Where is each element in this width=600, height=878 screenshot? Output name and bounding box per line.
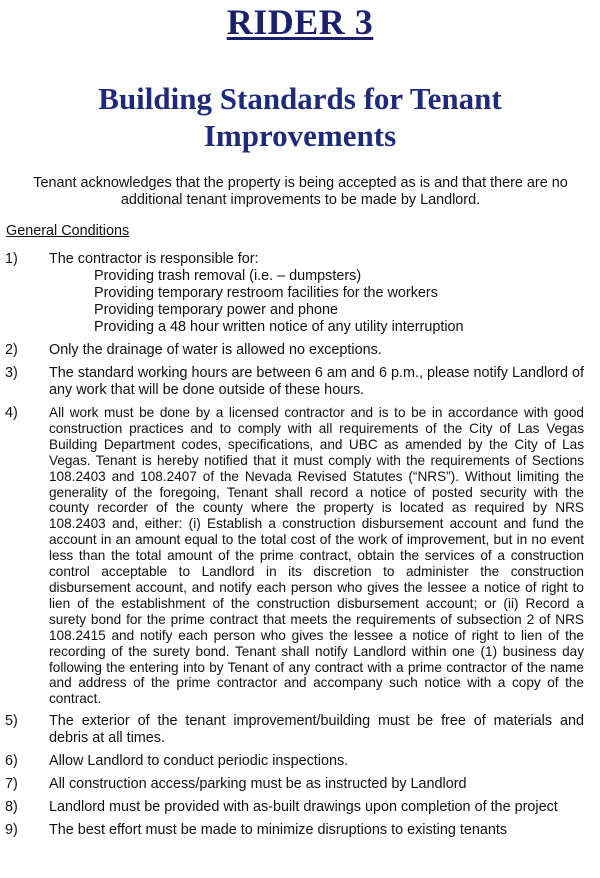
- item-number: 4): [5, 405, 18, 421]
- condition-item-4: [0, 405, 600, 707]
- condition-item-2: [0, 342, 600, 359]
- intro-paragraph: Tenant acknowledges that the property is being accepted as is and that there are no additional tenant improvements to be made by Landlord.: [33, 175, 568, 208]
- subitem: Providing temporary power and phone: [94, 302, 338, 318]
- item-number: 6): [5, 753, 18, 770]
- subitem: Providing trash removal (i.e. – dumpsters): [94, 268, 362, 284]
- document-title: Building Standards for Tenant Improvements: [98, 81, 502, 153]
- item-number: 2): [5, 342, 18, 358]
- condition-item-6: [0, 753, 600, 770]
- condition-item-3: [0, 365, 600, 399]
- item-text: Allow Landlord to conduct periodic inspections.: [49, 753, 349, 770]
- condition-item-1: [0, 251, 600, 336]
- item-number: 5): [5, 713, 18, 730]
- item-number: 7): [5, 776, 18, 793]
- condition-item-8: [0, 799, 600, 816]
- condition-item-7: [0, 776, 600, 793]
- subitem: Providing temporary restroom facilities for the workers: [94, 285, 438, 301]
- conditions-list: [0, 251, 600, 845]
- item-text: All construction access/parking must be as instructed by Landlord: [49, 776, 467, 793]
- item-text: The standard working hours are between 6 am and 6 p.m., please notify Landlord of any work that will be done outside of these hours.: [49, 365, 584, 398]
- condition-item-9: [0, 822, 600, 839]
- rider-heading: RIDER 3: [226, 2, 374, 42]
- item-text: Only the drainage of water is allowed no exceptions.: [49, 342, 382, 358]
- item-text: All work must be done by a licensed contractor and is to be in accordance with good construction practices and to comply with all requirements of the City of Las Vegas Building Department codes, specifications, and UBC as amended by the City of Las Vegas. Tenant is hereby notified that it must comply with the requirements of Sections 108.2403 and 108.2407 of the Nevada Revised Statutes (“NRS”). Without limiting the generality of the foregoing, Tenant shall record a notice of posted security with the county recorder of the county where the property is located as required by NRS 108.2403 and, either: (i) Establish a construction disbursement account and fund the account in an amount equal to the total cost of the work of improvement, but in no event less than the total amount of the prime contract, obtain the services of a construction control acceptable to Landlord in its discretion to administer the construction disbursement account, and notify each person who gives the lessee a notice of right to lien of the establishment of the construction disbursement account; or (ii) Record a surety bond for the prime contract that meets the requirements of subsection 2 of NRS 108.2415 and notify each person who gives the lessee a notice of right to lien of the recording of the surety bond. Tenant shall notify Landlord within one (1) business day following the entering into by Tenant of any contract with a prime contractor of the name and address of the prime contractor and accompany such notice with a copy of the contract.: [49, 405, 584, 707]
- item-text: The exterior of the tenant improvement/building must be free of materials and debris at all times.: [49, 713, 584, 747]
- section-heading: General Conditions: [6, 223, 130, 239]
- item-text: Landlord must be provided with as-built drawings upon completion of the project: [49, 799, 558, 816]
- item-number: 3): [5, 365, 18, 381]
- item-number: 8): [5, 799, 18, 816]
- item-text: The contractor is responsible for:: [49, 251, 259, 267]
- item-number: 1): [5, 251, 18, 267]
- item-text: The best effort must be made to minimize disruptions to existing tenants: [49, 822, 508, 839]
- condition-item-5: [0, 713, 600, 747]
- subitem: Providing a 48 hour written notice of any utility interruption: [94, 319, 464, 335]
- item-number: 9): [5, 822, 18, 839]
